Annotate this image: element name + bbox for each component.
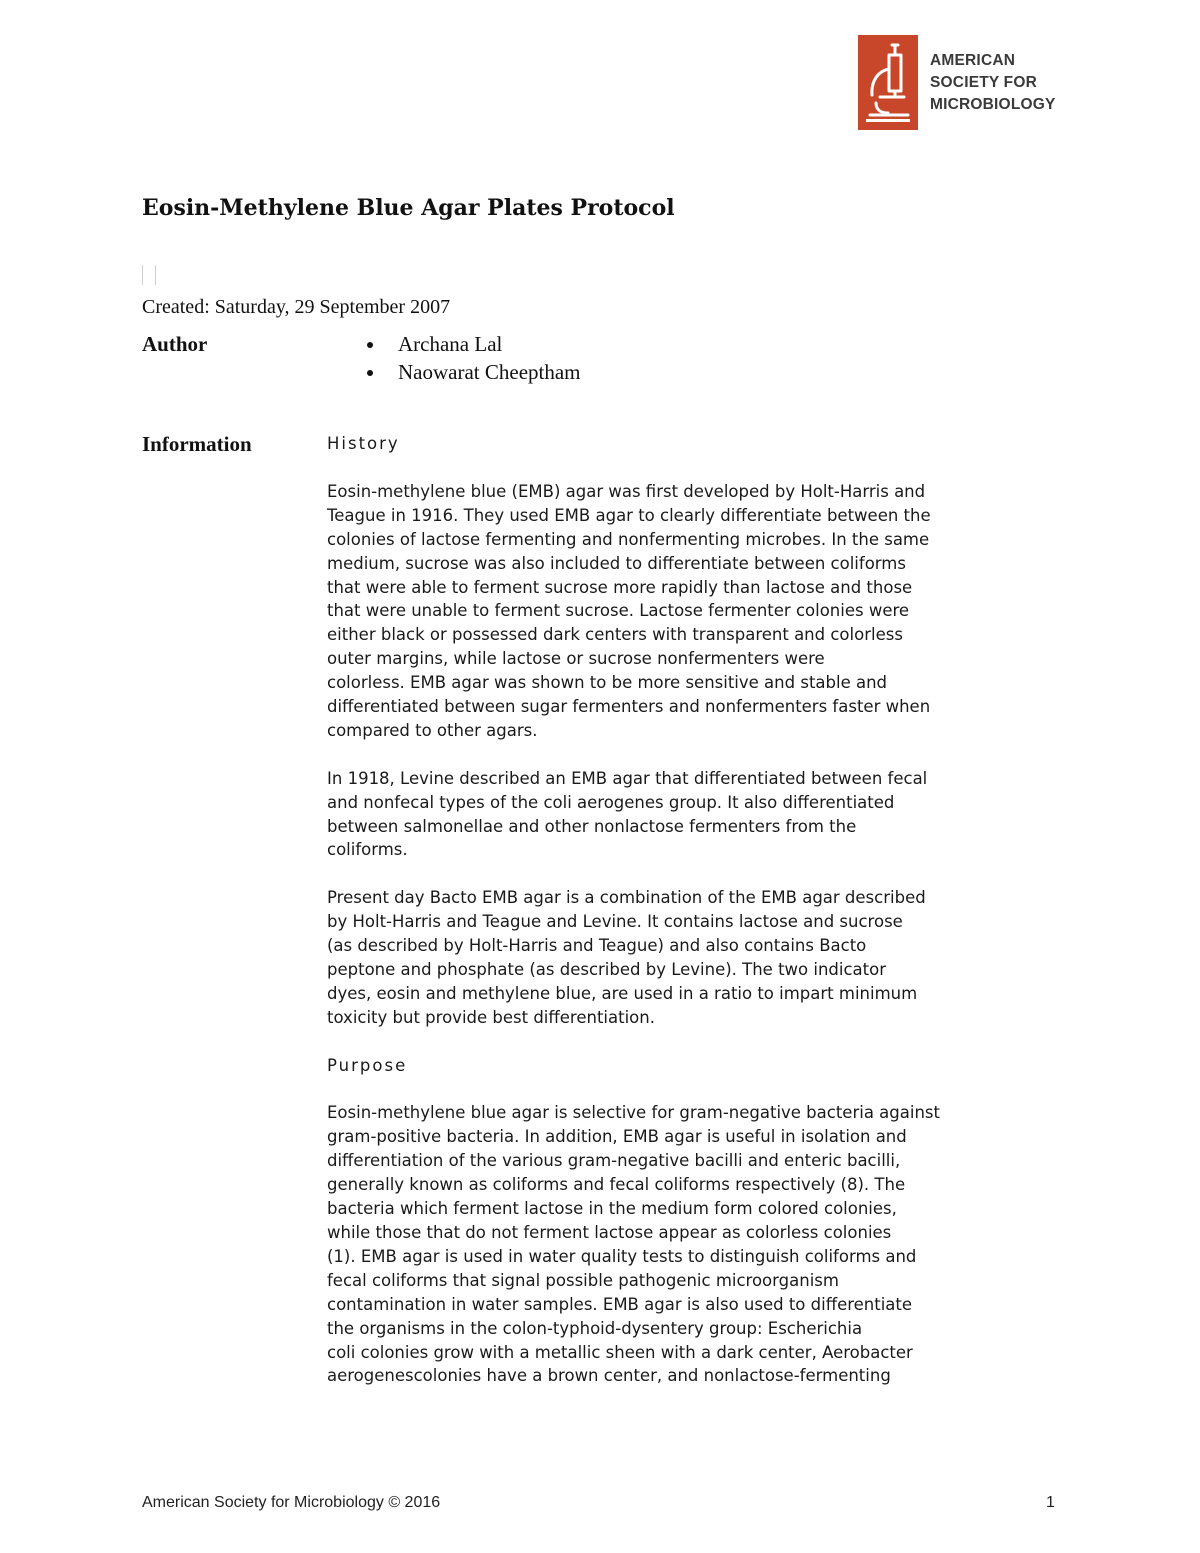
author-list (360, 330, 581, 386)
text-line: toxicity but provide best differentiation. (327, 1007, 655, 1027)
text-line: fecal coliforms that signal possible pathogenic microorganism (327, 1270, 839, 1290)
text-line: outer margins, while lactose or sucrose nonfermenters were (327, 649, 825, 669)
logo-line-1: AMERICAN (930, 51, 1016, 69)
text-line: bacteria which ferment lactose in the medium form colored colonies, (327, 1199, 897, 1219)
text-line: while those that do not ferment lactose appear as colorless colonies (327, 1223, 892, 1243)
text-line: between salmonellae and other nonlactose fermenters from the (327, 816, 857, 836)
text-line: Teague in 1916. They used EMB agar to clearly differentiate between the (327, 505, 931, 525)
text-line: aerogenescolonies have a brown center, and nonlactose-fermenting (327, 1366, 891, 1386)
text-line: the organisms in the colon-typhoid-dysentery group: Escherichia (327, 1318, 863, 1338)
text-line: (as described by Holt-Harris and Teague) and also contains Bacto (327, 936, 867, 956)
text-line: compared to other agars. (327, 720, 538, 740)
footer-page-number: 1 (1046, 1494, 1055, 1511)
created-date: Created: Saturday, 29 September 2007 (142, 296, 451, 318)
text-line: and nonfecal types of the coli aerogenes group. It also differentiated (327, 792, 895, 812)
text-line: differentiation of the various gram-negative bacilli and enteric bacilli, (327, 1151, 901, 1171)
text-line: either black or possessed dark centers with transparent and colorless (327, 625, 903, 645)
logo-line-2: SOCIETY FOR (930, 73, 1037, 91)
text-line: that were unable to ferment sucrose. Lactose fermenter colonies were (327, 601, 910, 621)
footer-copyright: American Society for Microbiology © 2016 (142, 1494, 441, 1511)
page-title: Eosin-Methylene Blue Agar Plates Protocol (142, 195, 675, 221)
author-item: Naowarat Cheeptham (360, 358, 581, 386)
text-line: Eosin-methylene blue (EMB) agar was first developed by Holt-Harris and (327, 481, 926, 501)
text-line: coli colonies grow with a metallic sheen with a dark center, Aerobacter (327, 1342, 913, 1362)
text-line: coliforms. (327, 840, 408, 860)
information-content (327, 432, 1067, 1388)
microscope-icon (858, 35, 918, 130)
text-line: Present day Bacto EMB agar is a combination of the EMB agar described (327, 888, 926, 908)
text-line: generally known as coliforms and fecal coliforms respectively (8). The (327, 1175, 906, 1195)
text-line: colorless. EMB agar was shown to be more sensitive and stable and (327, 673, 888, 693)
text-line: In 1918, Levine described an EMB agar that differentiated between fecal (327, 768, 928, 788)
history-paragraph-1 (327, 480, 1067, 743)
text-line: contamination in water samples. EMB agar is also used to differentiate (327, 1294, 913, 1314)
text-cursor-mark (142, 265, 156, 285)
author-label: Author (142, 332, 208, 356)
history-paragraph-3 (327, 886, 1067, 1029)
history-paragraph-2 (327, 767, 1067, 863)
history-heading: History (327, 434, 400, 453)
text-line: peptone and phosphate (as described by Levine). The two indicator (327, 959, 887, 979)
text-line: differentiated between sugar fermenters and nonfermenters faster when (327, 697, 931, 717)
text-line: medium, sucrose was also included to differentiate between coliforms (327, 553, 906, 573)
text-line: dyes, eosin and methylene blue, are used in a ratio to impart minimum (327, 983, 918, 1003)
purpose-heading: Purpose (327, 1055, 408, 1075)
text-line: Eosin-methylene blue agar is selective for gram-negative bacteria against (327, 1103, 940, 1123)
text-line: (1). EMB agar is used in water quality tests to distinguish coliforms and (327, 1246, 917, 1266)
text-line: gram-positive bacteria. In addition, EMB agar is useful in isolation and (327, 1127, 907, 1147)
logo-line-3: MICROBIOLOGY (930, 95, 1056, 113)
information-label: Information (142, 432, 252, 456)
text-line: that were able to ferment sucrose more rapidly than lactose and those (327, 577, 913, 597)
purpose-paragraph-1 (327, 1101, 1067, 1388)
logo-wordmark (930, 50, 1056, 116)
text-line: by Holt-Harris and Teague and Levine. It contains lactose and sucrose (327, 912, 903, 932)
author-item: Archana Lal (360, 330, 581, 358)
asm-logo (858, 35, 1056, 130)
text-line: colonies of lactose fermenting and nonfermenting microbes. In the same (327, 529, 930, 549)
